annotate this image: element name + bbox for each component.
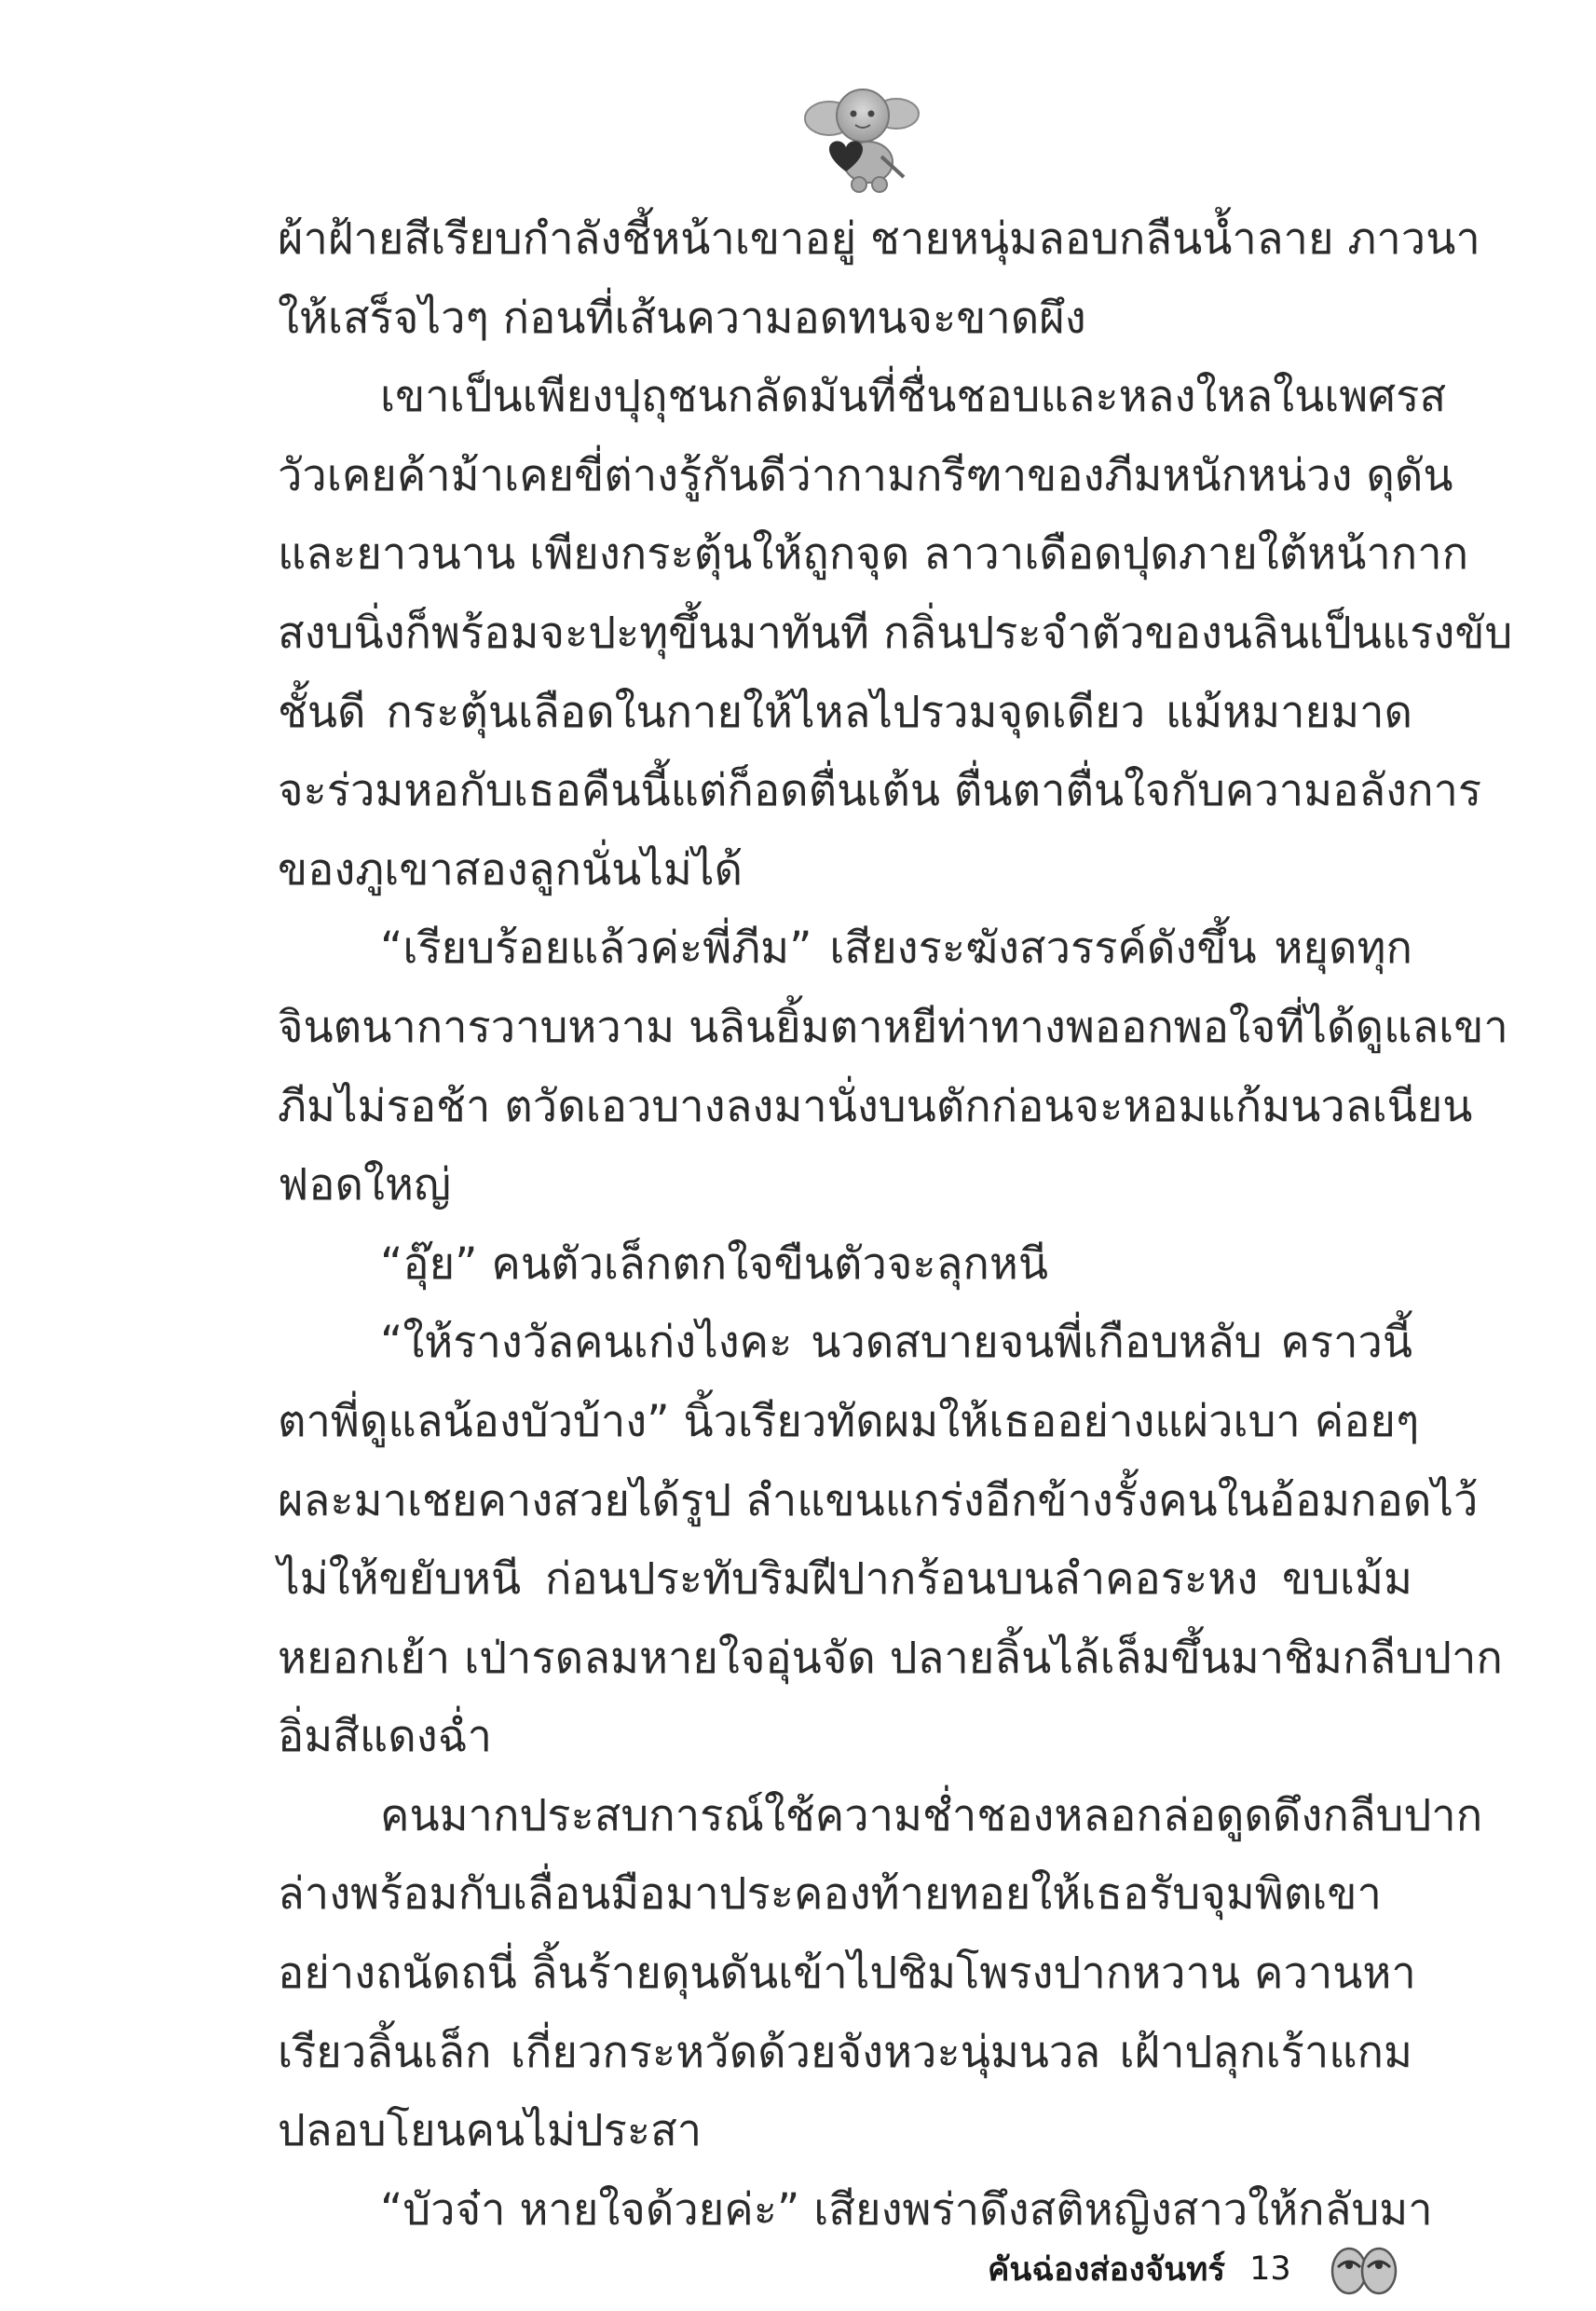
text-line: ตาพี่ดูแลน้องบัวบ้าง” นิ้วเรียวทัดผมให้เธออย่างแผ่วเบา ค่อยๆ bbox=[278, 1395, 1420, 1447]
text-line: เรียวลิ้นเล็ก เกี่ยวกระหวัดด้วยจังหวะนุ่มนวล เฝ้าปลุกเร้าแกม bbox=[278, 2026, 1412, 2078]
cupid-with-heart-icon bbox=[792, 67, 922, 198]
text-line: ภีมไม่รอช้า ตวัดเอวบางลงมานั่งบนตักก่อนจะหอมแก้มนวลเนียน bbox=[278, 1080, 1473, 1132]
text-line: เขาเป็นเพียงปุถุชนกลัดมันที่ชื่นชอบและหลงใหลในเพศรส bbox=[380, 371, 1447, 423]
text-line: ผ้าฝ้ายสีเรียบกำลังชี้หน้าเขาอยู่ ชายหนุ่มลอบกลืนน้ำลาย ภาวนา bbox=[278, 213, 1480, 265]
text-line: สงบนิ่งก็พร้อมจะปะทุขึ้นมาทันที กลิ่นประจำตัวของนลินเป็นแรงขับ bbox=[278, 607, 1513, 659]
text-line: หยอกเย้า เป่ารดลมหายใจอุ่นจัด ปลายลิ้นไล้เล็มขึ้นมาชิมกลีบปาก bbox=[278, 1632, 1503, 1684]
text-line: ให้เสร็จไวๆ ก่อนที่เส้นความอดทนจะขาดผึง bbox=[278, 292, 1086, 344]
text-line: และยาวนาน เพียงกระตุ้นให้ถูกจุด ลาวาเดือดปุดภายใต้หน้ากาก bbox=[278, 528, 1469, 581]
page-number: 13 bbox=[1249, 2250, 1291, 2288]
text-line: ล่างพร้อมกับเลื่อนมือมาประคองท้ายทอยให้เธอรับจุมพิตเขา bbox=[278, 1868, 1382, 1921]
text-line: “เรียบร้อยแล้วค่ะพี่ภีม” เสียงระฆังสวรรค์ดังขึ้น หยุดทุก bbox=[380, 923, 1412, 975]
text-line: วัวเคยค้าม้าเคยขี่ต่างรู้กันดีว่ากามกรีฑาของภีมหนักหน่วง ดุดัน bbox=[278, 449, 1453, 501]
text-line: ผละมาเชยคางสวยได้รูป ลำแขนแกร่งอีกข้างรั้งคนในอ้อมกอดไว้ bbox=[278, 1474, 1479, 1526]
text-line: “ให้รางวัลคนเก่งไงคะ นวดสบายจนพี่เกือบหลับ คราวนี้ bbox=[380, 1317, 1412, 1369]
text-line: ปลอบโยนคนไม่ประสา bbox=[278, 2105, 703, 2157]
text-line: จะร่วมหอกับเธอคืนนี้แต่ก็อดตื่นเต้น ตื่นตาตื่นใจกับความอลังการ bbox=[278, 765, 1482, 817]
story-text bbox=[278, 200, 1513, 2249]
text-line: ชั้นดี กระตุ้นเลือดในกายให้ไหลไปรวมจุดเดียว แม้หมายมาด bbox=[278, 686, 1412, 738]
slippers-icon bbox=[1325, 2241, 1403, 2297]
text-line: ไม่ให้ขยับหนี ก่อนประทับริมฝีปากร้อนบนลำคอระหง ขบเม้ม bbox=[278, 1553, 1412, 1606]
text-line: อย่างถนัดถนี่ ลิ้นร้ายดุนดันเข้าไปชิมโพรงปากหวาน ควานหา bbox=[278, 1948, 1416, 2000]
text-line: อิ่มสีแดงฉ่ำ bbox=[278, 1711, 493, 1763]
text-line: “บัวจ๋า หายใจด้วยค่ะ” เสียงพร่าดึงสติหญิงสาวให้กลับมา bbox=[380, 2183, 1433, 2236]
text-line: จินตนาการวาบหวาม นลินยิ้มตาหยีท่าทางพออกพอใจที่ได้ดูแลเขา bbox=[278, 1001, 1508, 1053]
page-footer bbox=[988, 2241, 1403, 2297]
text-line: ฟอดใหญ่ bbox=[278, 1159, 452, 1211]
text-line: “อุ๊ย” คนตัวเล็กตกใจขืนตัวจะลุกหนี bbox=[380, 1238, 1049, 1290]
book-title: คันฉ่องส่องจันทร์ bbox=[988, 2250, 1226, 2289]
text-line: ของภูเขาสองลูกนั่นไม่ได้ bbox=[278, 843, 743, 896]
text-line: คนมากประสบการณ์ใช้ความช่ำชองหลอกล่อดูดดึงกลีบปาก bbox=[380, 1789, 1483, 1841]
